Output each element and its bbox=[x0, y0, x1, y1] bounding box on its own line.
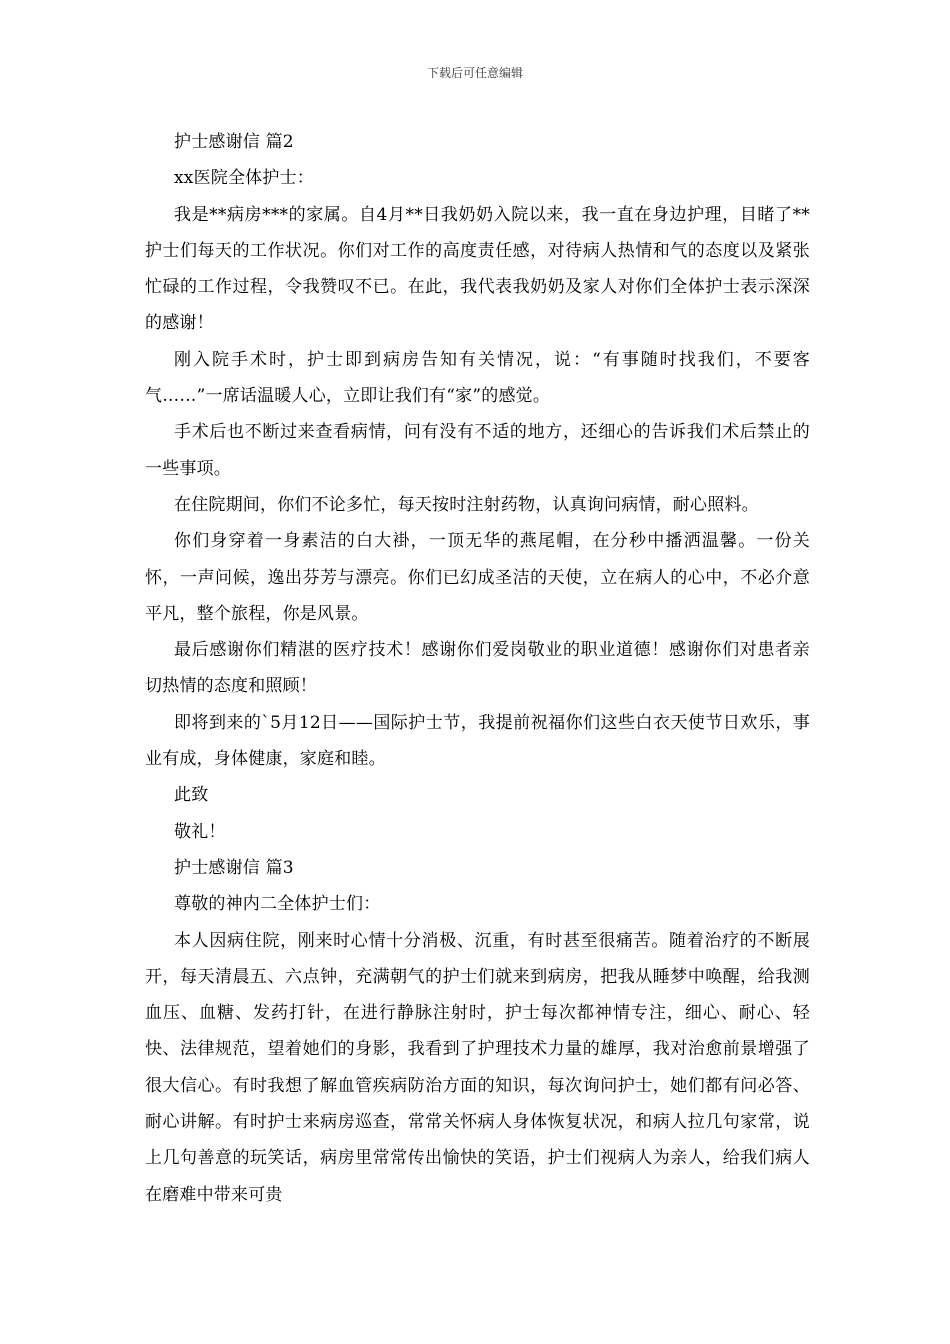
paragraph: 你们身穿着一身素洁的白大褂，一顶无华的燕尾帽，在分秒中播洒温馨。一份关怀，一声问候，逸出芬芳与漂亮。你们已幻成圣洁的天使，立在病人的心中，不必介意平凡，整个旅程，你是风景。 bbox=[145, 531, 810, 624]
salutation: 尊敬的神内二全体护士们： bbox=[174, 894, 381, 915]
paragraph: 即将到来的`5月12日——国际护士节，我提前祝福你们这些白衣天使节日欢乐，事业有成，身体健康，家庭和睦。 bbox=[145, 712, 810, 770]
document-body bbox=[145, 124, 810, 1213]
closing: 此致 bbox=[174, 785, 209, 806]
paragraph: 刚入院手术时，护士即到病房告知有关情况，说：“有事随时找我们，不要客气……”一席话温暖人心，立即让我们有“家”的感觉。 bbox=[145, 349, 810, 407]
salutation: xx医院全体护士： bbox=[174, 168, 314, 189]
paragraph: 本人因病住院，刚来时心情十分消极、沉重，有时甚至很痛苦。随着治疗的不断展开，每天清晨五、六点钟，充满朝气的护士们就来到病房，把我从睡梦中唤醒，给我测血压、血糖、发药打针，在进行静脉注射时，护士每次都神情专注，细心、耐心、轻快、法律规范，望着她们的身影，我看到了护理技术力量的雄厚，我对治愈前景增强了很大信心。有时我想了解血管疾病防治方面的知识，每次询问护士，她们都有问必答、耐心讲解。有时护士来病房巡查，常常关怀病人身体恢复状况，和病人拉几句家常，说上几句善意的玩笑话，病房里常常传出愉快的笑语，护士们视病人为亲人，给我们病人在磨难中带来可贵 bbox=[145, 930, 810, 1205]
section-heading: 护士感谢信 篇2 bbox=[174, 132, 294, 152]
paragraph: 在住院期间，你们不论多忙，每天按时注射药物，认真询问病情，耐心照料。 bbox=[174, 494, 759, 515]
page-header: 下载后可任意编辑 bbox=[426, 66, 523, 80]
paragraph: 我是**病房***的家属。自4月**日我奶奶入院以来，我一直在身边护理，目睹了**护士们每天的工作状况。你们对工作的高度责任感，对待病人热情和气的态度以及紧张忙碌的工作过程，令我赞叹不已。在此，我代表我奶奶及家人对你们全体护士表示深深的感谢！ bbox=[145, 204, 810, 334]
closing: 敬礼！ bbox=[174, 821, 226, 842]
paragraph: 手术后也不断过来查看病情，问有没有不适的地方，还细心的告诉我们术后禁止的一些事项。 bbox=[145, 422, 810, 479]
paragraph: 最后感谢你们精湛的医疗技术！感谢你们爱岗敬业的职业道德！感谢你们对患者亲切热情的态度和照顾！ bbox=[145, 640, 810, 697]
section-heading: 护士感谢信 篇3 bbox=[174, 857, 294, 878]
